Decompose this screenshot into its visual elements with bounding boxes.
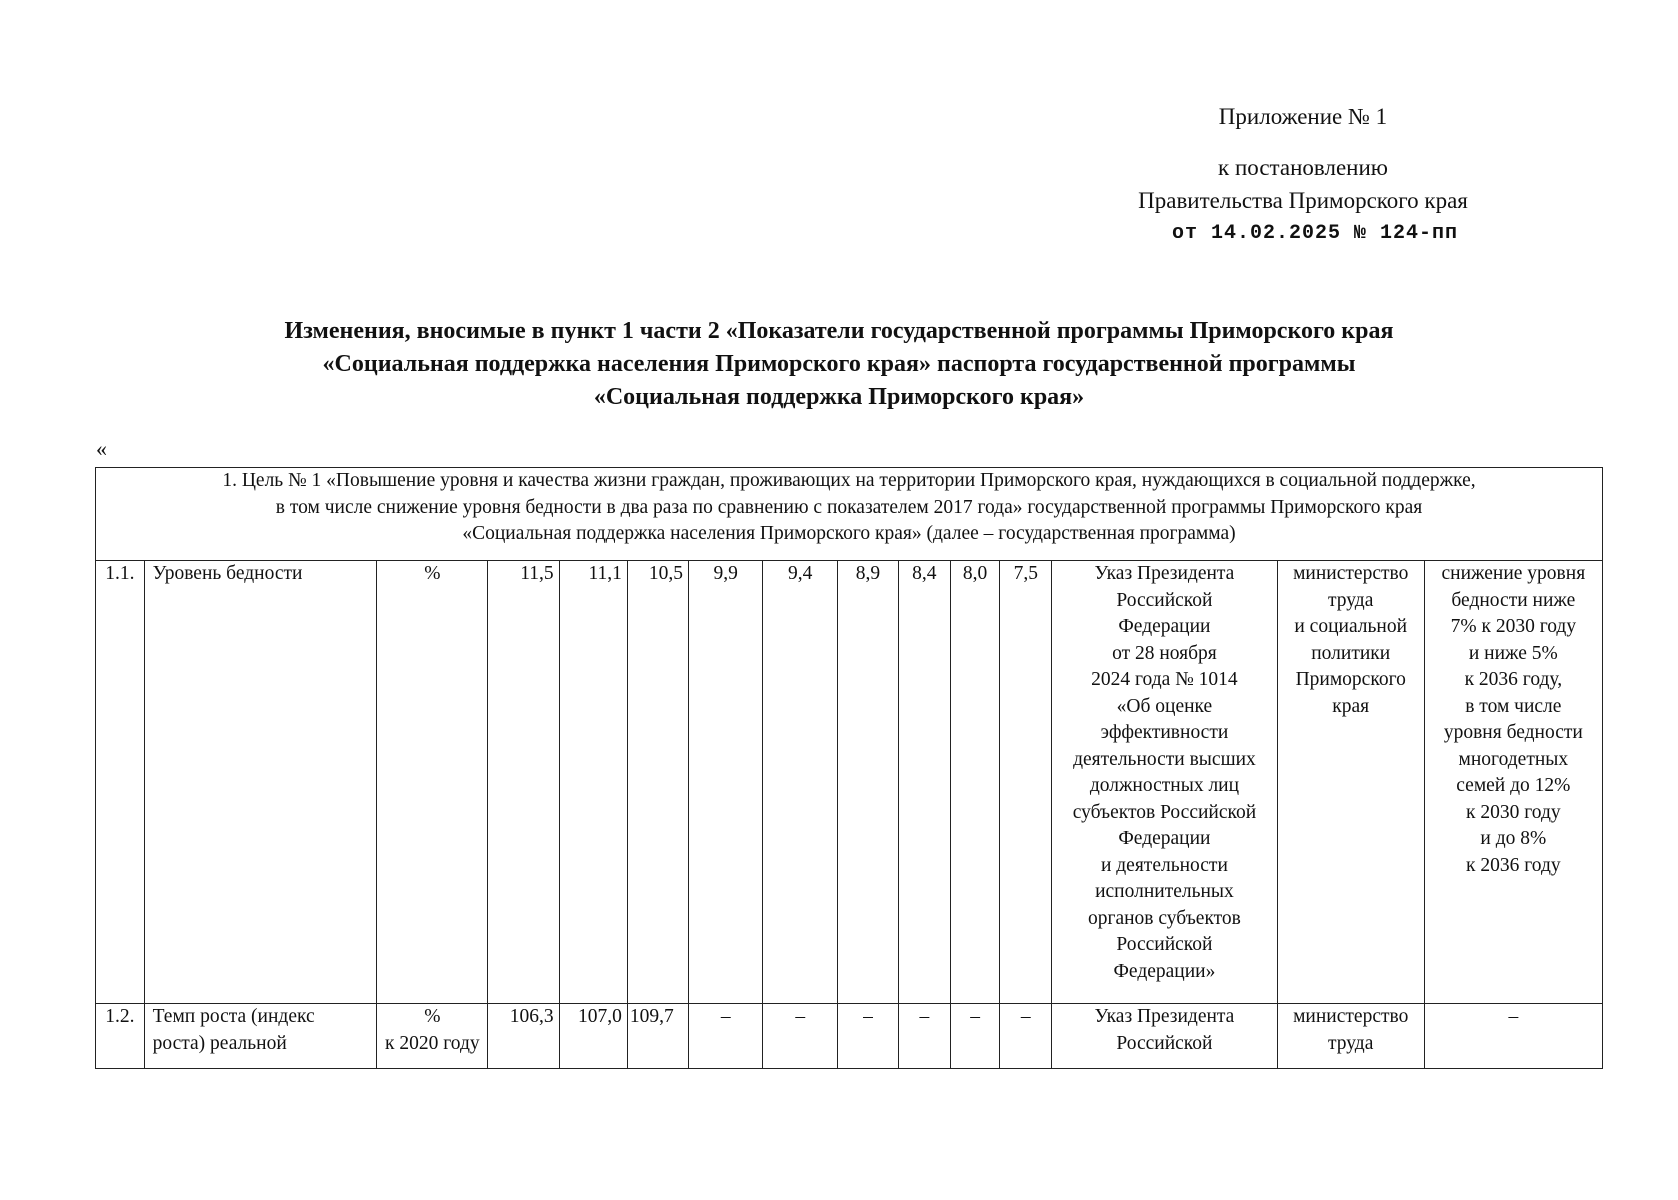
responsible-line: труда — [1328, 589, 1374, 611]
attachment-block — [1093, 100, 1513, 250]
unit-cell: % — [377, 561, 488, 1004]
note-cell — [1424, 1004, 1602, 1069]
note-line: семей до 12% — [1456, 775, 1571, 796]
document-line: субъектов Российской — [1072, 801, 1257, 823]
responsible-cell — [1277, 1004, 1424, 1069]
note-line: бедности ниже — [1451, 589, 1576, 611]
document-line: Указ Президента — [1094, 1006, 1235, 1027]
document-line: Федерации — [1118, 616, 1211, 637]
note-line: и до 8% — [1480, 828, 1547, 849]
value-cell: 11,1 — [559, 561, 627, 1004]
unit-line: к 2020 году — [385, 1032, 480, 1054]
open-quote: « — [96, 436, 107, 461]
note-line: к 2036 году — [1466, 854, 1561, 876]
indicator-name: Уровень бедности — [144, 561, 377, 1004]
document-title — [100, 315, 1578, 414]
indicator-name — [144, 1004, 377, 1069]
attachment-date: от 14.02.2025 № 124-пп — [1171, 222, 1459, 245]
value-cell: 8,4 — [899, 561, 951, 1004]
value-cell: 11,5 — [488, 561, 559, 1004]
unit-line: % — [424, 1006, 441, 1027]
note-line: 7% к 2030 году — [1450, 616, 1577, 637]
value-cell: 109,7 — [627, 1004, 688, 1069]
value-cell: 106,3 — [488, 1004, 559, 1069]
value-cell: – — [688, 1004, 763, 1069]
note-line: многодетных — [1458, 748, 1569, 770]
value-cell: – — [837, 1004, 898, 1069]
value-cell: – — [899, 1004, 951, 1069]
note-cell — [1424, 561, 1602, 1004]
document-line: Федерации» — [1113, 960, 1216, 982]
title-line: Изменения, вносимые в пункт 1 части 2 «Показатели государственной программы Приморского края — [284, 318, 1394, 344]
value-cell: – — [950, 1004, 1000, 1069]
document-line: исполнительных — [1095, 881, 1234, 902]
value-cell: – — [763, 1004, 838, 1069]
indicator-name-line: роста) реальной — [152, 1032, 287, 1054]
title-line: «Социальная поддержка Приморского края» — [593, 384, 1085, 410]
unit-cell — [377, 1004, 488, 1069]
document-line: органов субъектов — [1087, 907, 1241, 929]
note-line: к 2036 году, — [1464, 669, 1563, 690]
responsible-line: министерство — [1293, 1006, 1409, 1027]
document-line: 2024 года № 1014 — [1091, 669, 1238, 690]
document-line: деятельности высших — [1073, 748, 1256, 770]
document-cell — [1052, 561, 1278, 1004]
document-cell — [1052, 1004, 1278, 1069]
note-line: уровня бедности — [1443, 722, 1583, 743]
title-line: «Социальная поддержка населения Приморского края» паспорта государственной программы — [322, 351, 1356, 377]
document-line: Указ Президента — [1094, 563, 1235, 584]
responsible-line: труда — [1328, 1032, 1374, 1054]
value-cell: 9,4 — [763, 561, 838, 1004]
note-line: в том числе — [1465, 695, 1562, 717]
document-line: должностных лиц — [1089, 775, 1240, 796]
value-cell: 8,9 — [837, 561, 898, 1004]
goal-header-line: в том числе снижение уровня бедности в два раза по сравнению с показателем 2017 года» государственной программы Приморского края — [275, 496, 1423, 518]
responsible-line: Приморского — [1295, 669, 1406, 690]
document-line: Федерации — [1118, 828, 1211, 849]
document-line: от 28 ноября — [1112, 642, 1217, 664]
document-line: Российской — [1116, 934, 1213, 955]
document-line: Российской — [1116, 589, 1213, 611]
indicator-name-line: Темп роста (индекс — [152, 1006, 315, 1027]
responsible-line: края — [1332, 695, 1370, 717]
goal-header-row — [96, 468, 1603, 561]
goal-header-line: «Социальная поддержка населения Приморского края» (далее – государственная программа) — [462, 523, 1236, 544]
row-number: 1.1. — [96, 561, 145, 1004]
document-line: и деятельности — [1100, 854, 1228, 876]
document-line: Российской — [1116, 1032, 1213, 1054]
value-cell: 8,0 — [950, 561, 1000, 1004]
attachment-authority: Правительства Приморского края — [1138, 188, 1468, 213]
value-cell: 7,5 — [1000, 561, 1052, 1004]
note-line: к 2030 году — [1466, 801, 1561, 823]
responsible-line: министерство — [1293, 563, 1409, 584]
document-line: «Об оценке — [1116, 695, 1213, 717]
value-cell: 107,0 — [559, 1004, 627, 1069]
note-line: и ниже 5% — [1468, 642, 1558, 664]
indicators-table — [95, 467, 1603, 1069]
goal-header-line: 1. Цель № 1 «Повышение уровня и качества жизни граждан, проживающих на территории Приморского края, нуждающихся в социальной поддержке, — [222, 470, 1476, 491]
document-line: эффективности — [1100, 722, 1229, 743]
table-row — [96, 1004, 1603, 1069]
responsible-line: политики — [1311, 642, 1391, 664]
responsible-line: и социальной — [1294, 616, 1408, 637]
row-number: 1.2. — [96, 1004, 145, 1069]
table-row — [96, 561, 1603, 1004]
value-cell: 10,5 — [627, 561, 688, 1004]
value-cell: 9,9 — [688, 561, 763, 1004]
responsible-cell — [1277, 561, 1424, 1004]
note-line: снижение уровня — [1441, 563, 1586, 584]
value-cell: – — [1000, 1004, 1052, 1069]
goal-header-cell — [96, 468, 1603, 561]
attachment-to: к постановлению — [1218, 155, 1388, 180]
note-line: – — [1508, 1006, 1519, 1027]
attachment-number: Приложение № 1 — [1218, 104, 1388, 129]
